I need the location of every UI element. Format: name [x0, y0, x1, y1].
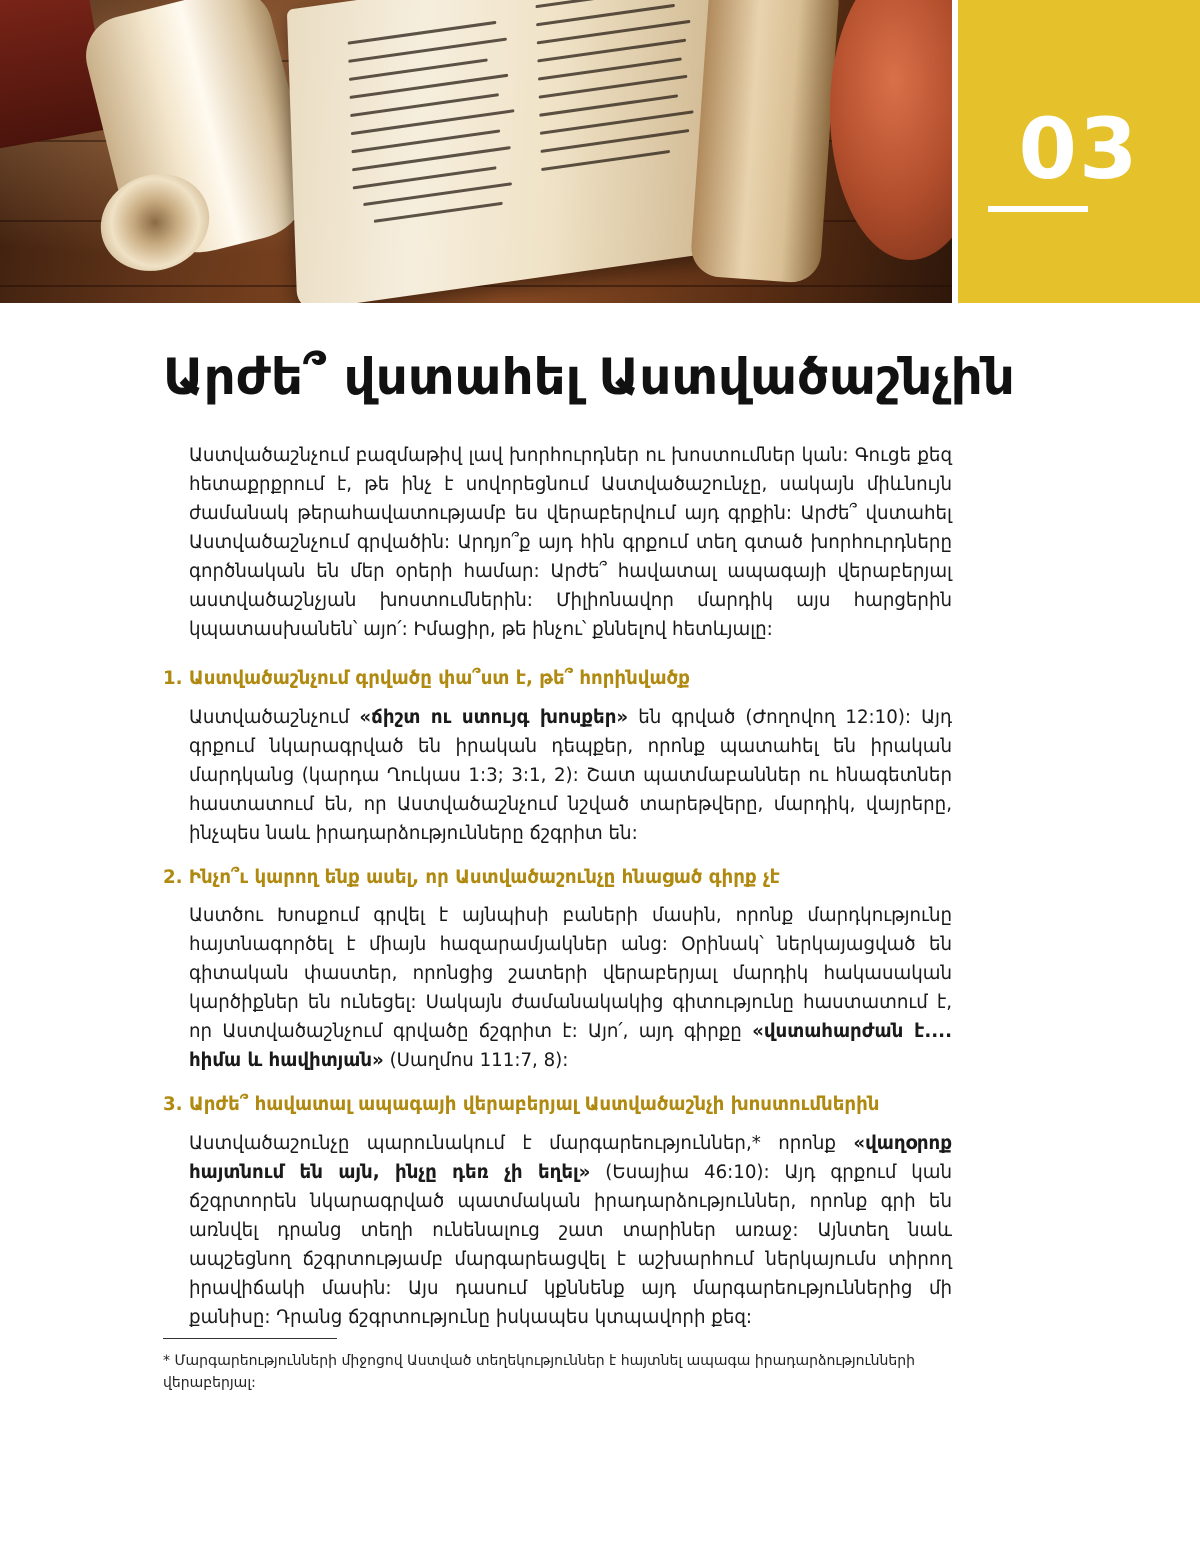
- section-2-text-b: (Սաղմոս 111:7, 8):: [383, 1050, 569, 1071]
- scroll-right-shape: [689, 0, 840, 284]
- section-1-text-a: Աստվածաշնչում: [189, 707, 360, 728]
- parchment-shape: [287, 0, 733, 303]
- section-1-quote: «ճիշտ ու ստույգ խոսքեր»: [359, 707, 629, 728]
- footnote: * Մարգարեությունների միջոցով Աստված տեղեկություններ է հայտնել ապագա իրադարձությունների վերաբերյալ:: [163, 1353, 915, 1391]
- section-3-text-a: Աստվածաշունչը պարունակում է մարգարեություններ,* որոնք: [189, 1133, 854, 1154]
- chapter-number: 03: [1018, 100, 1140, 198]
- intro-paragraph: Աստվածաշնչում բազմաթիվ լավ խորհուրդներ ու խոստումներ կան: Գուցե քեզ հետաքրքրում է, թե ինչ է սովորեցնում Աստվածաշունչը, սակայն միևնույն ժամանակ թերահավատությամբ ես վերաբերվում այդ գրքին: Արժե՞ վստահել Աստվածաշնչում գրվածին: Արդյո՞ք այդ հին գրքում տեղ գտած խորհուրդները գործնական են մեր օրերի համար: Արժե՞ հավատալ ապագայի վերաբերյալ աստվածաշնչյան խոստումներին: Միլիոնավոր մարդիկ այս հարցերին կպատասխանեն՝ այո՛: Իմացիր, թե ինչու՝ քննելով հետևյալը:: [189, 445, 952, 640]
- scrolls-photo: [0, 0, 952, 303]
- page-title: Արժե՞ վստահել Աստվածաշնչին: [163, 348, 1015, 406]
- section-2-text-a: Աստծու Խոսքում գրվել է այնպիսի բաների մասին, որոնք մարդկությունը հայտնագործել է միայն հազարամյակներ անց: Օրինակ՝ ներկայացված են գիտական փաստեր, որոնցից շատերի վերաբերյալ մարդիկ հակասական կարծիքներ են ունեցել: Սակայն ժամանակակից գիտությունը հաստատում է, որ Աստվածաշնչում գրվածը ճշգրիտ է: Այո՛, այդ գիրքը: [189, 905, 952, 1042]
- section-3-heading: 3. Արժե՞ հավատալ ապագայի վերաբերյալ Աստվածաշնչի խոստումներին: [163, 1094, 880, 1115]
- section-2-quote: «վստահարժան է.... հիմա և հավիտյան»: [189, 1021, 953, 1071]
- section-2-heading: 2. Ինչո՞ւ կարող ենք ասել, որ Աստվածաշունչը հնացած գիրք չէ: [163, 867, 780, 888]
- section-3-text-b: (Եսայիա 46:10): Այդ գրքում կան ճշգրտորեն նկարագրված պատմական իրադարձություններ, որոնք գրի են առնվել դրանց տեղի ունենալուց շատ տարիներ առաջ: Այնտեղ նաև ապշեցնող ճշգրտությամբ մարգարեացվել է աշխարհում ներկայումս տիրող իրավիճակի մասին: Այս դասում կքննենք այդ մարգարեություններից մի քանիսը: Դրանց ճշգրտությունը իսկապես կտպավորի քեզ:: [189, 1162, 952, 1328]
- section-3-text: [189, 1129, 952, 1332]
- section-1-text: [189, 703, 952, 848]
- section-1-heading: 1. Աստվածաշնչում գրվածը փա՞ստ է, թե՞ հորինվածք: [163, 668, 690, 689]
- chapter-badge: [958, 0, 1200, 303]
- section-2-text: [189, 901, 952, 1075]
- chapter-underline: [988, 206, 1088, 212]
- section-1-text-b: են գրված (Ժողովող 12:10): Այդ գրքում նկարագրված են իրական դեպքեր, որոնք պատահել են իրական մարդկանց (կարդա Ղուկաս 1:3; 3:1, 2): Շատ պատմաբաններ ու հնագետներ հաստատում են, որ Աստվածաշնչում նշված տարեթվերը, մարդիկ, վայրերը, ինչպես նաև իրադարձությունները ճշգրիտ են:: [189, 707, 953, 844]
- footnote-divider: [163, 1338, 337, 1339]
- section-3-quote: «վաղօրոք հայտնում են այն, ինչը դեռ չի եղել»: [189, 1133, 952, 1183]
